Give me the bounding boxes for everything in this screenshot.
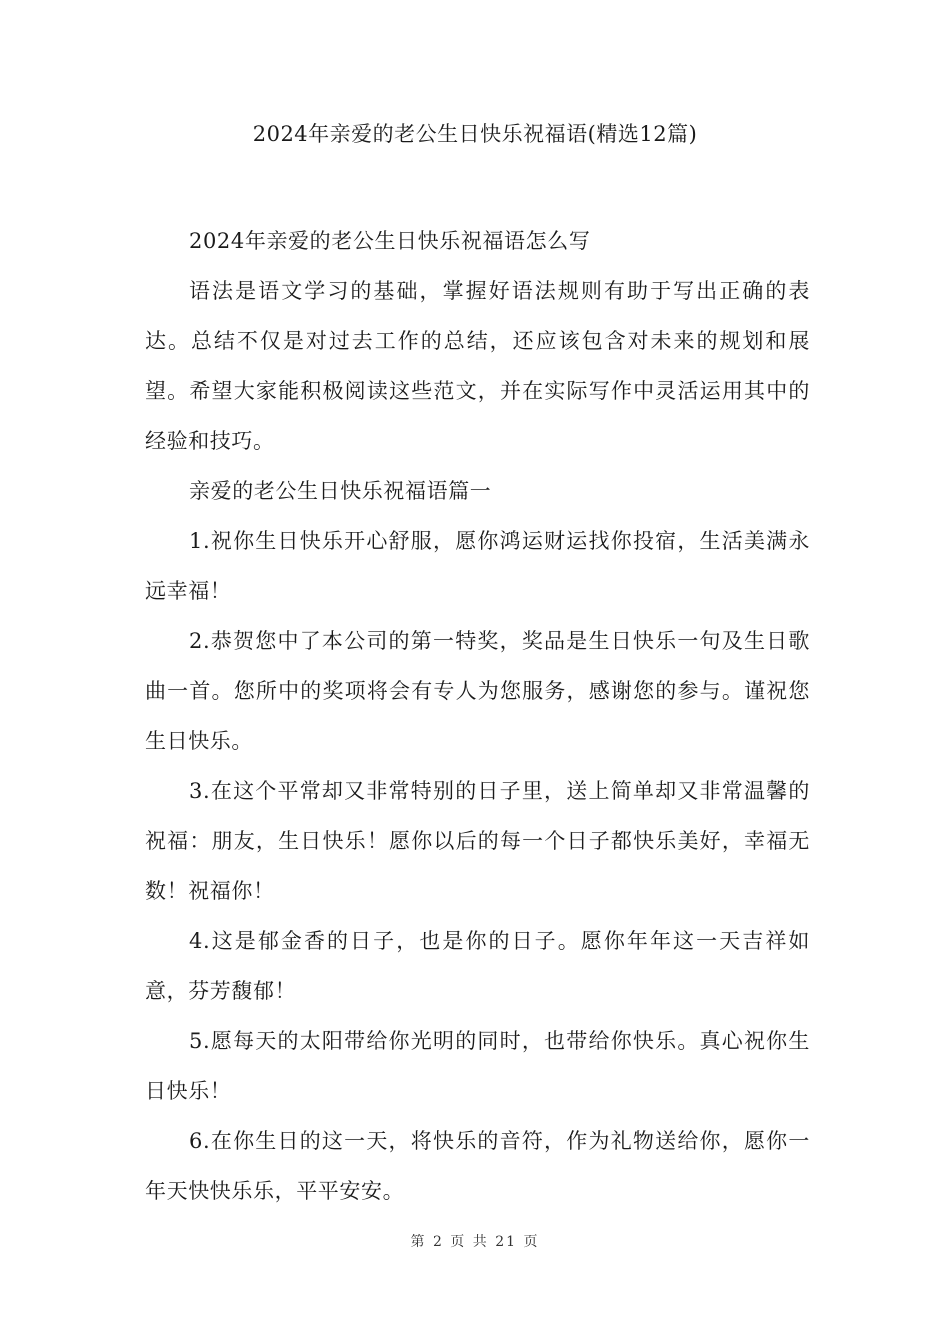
list-item: 6.在你生日的这一天，将快乐的音符，作为礼物送给你，愿你一年天快快乐乐，平平安安。 [145,1129,810,1203]
intro-paragraph: 语法是语文学习的基础，掌握好语法规则有助于写出正确的表达。总结不仅是对过去工作的总结，还应该包含对未来的规划和展望。希望大家能积极阅读这些范文，并在实际写作中灵活运用其中的经验和技巧。 [145,279,810,453]
document-title: 2024年亲爱的老公生日快乐祝福语(精选12篇) [252,122,698,146]
list-item: 3.在这个平常却又非常特别的日子里，送上简单却又非常温馨的祝福：朋友，生日快乐！愿你以后的每一个日子都快乐美好，幸福无数！祝福你！ [145,779,810,903]
page-number-footer: 第 2 页 共 21 页 [410,1234,540,1250]
list-item: 2.恭贺您中了本公司的第一特奖，奖品是生日快乐一句及生日歌曲一首。您所中的奖项将会有专人为您服务，感谢您的参与。谨祝您生日快乐。 [145,629,810,753]
list-item: 4.这是郁金香的日子，也是你的日子。愿你年年这一天吉祥如意，芬芳馥郁！ [145,929,810,1003]
document-body [145,216,810,1216]
list-item: 1.祝你生日快乐开心舒服，愿你鸿运财运找你投宿，生活美满永远幸福！ [145,529,810,603]
section-heading: 亲爱的老公生日快乐祝福语篇一 [189,479,492,503]
section-heading: 2024年亲爱的老公生日快乐祝福语怎么写 [189,229,591,253]
list-item: 5.愿每天的太阳带给你光明的同时，也带给你快乐。真心祝你生日快乐！ [145,1029,810,1103]
